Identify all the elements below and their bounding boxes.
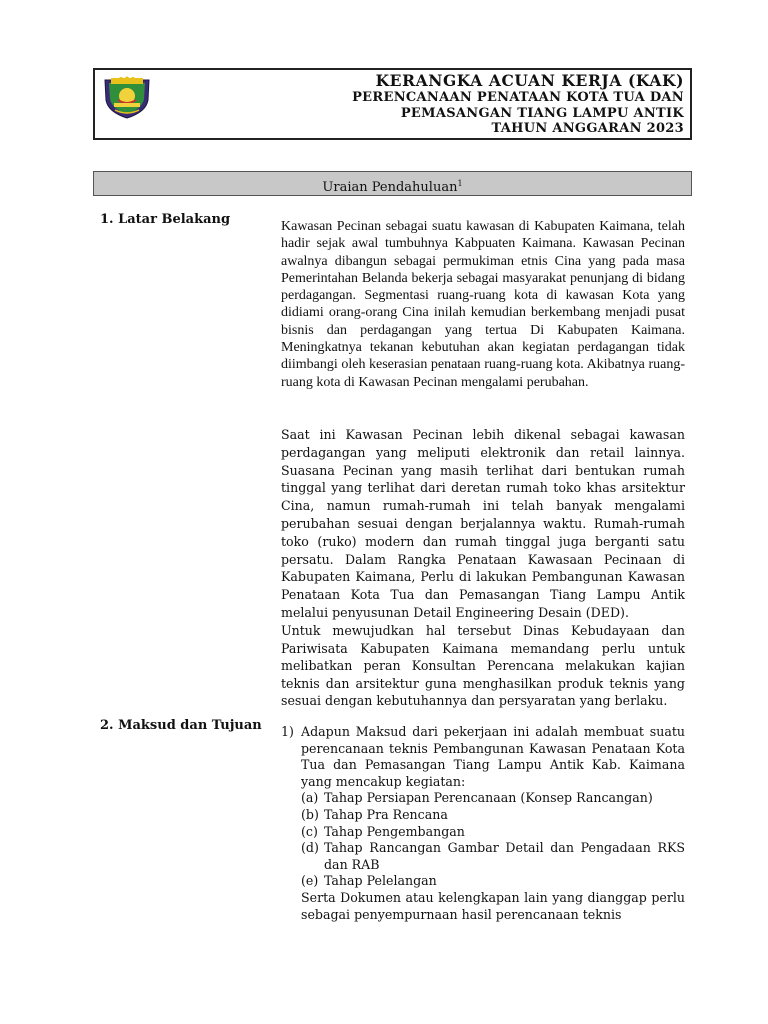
document-title: KERANGKA ACUAN KERJA (KAK) [375, 71, 684, 90]
item-number: 1) [281, 724, 294, 739]
sub-item-label: (b) [301, 806, 319, 822]
sub-item-label: (e) [301, 873, 319, 889]
sub-item [301, 790, 685, 807]
sub-item-label: (c) [301, 823, 318, 839]
footnote-mark: 1 [457, 179, 463, 188]
sub-item [301, 807, 685, 824]
sub-item-text: Tahap Persiapan Perencanaan (Konsep Rancangan) [324, 790, 653, 806]
sub-item-label: (a) [301, 790, 319, 806]
paragraph-latar-2: Saat ini Kawasan Pecinan lebih dikenal sebagai kawasan perdagangan yang meliputi elektronik dan retail lainnya. Suasana Pecinan yang masih terlihat dari bentukan rumah tinggal yang terlihat dari deretan rumah toko khas arsitektur Cina, namun rumah-rumah ini telah banyak mengalami perubahan sesuai dengan berjalannya waktu. Rumah-rumah toko (ruko) modern dan rumah tinggal juga berganti satu persatu. Dalam Rangka Penataan Kawasaan Pecinaan di Kabupaten Kaimana, Perlu di lakukan Pembangunan Kawasan Penataan Kota Tua dan Pemasangan Tiang Lampu Antik melalui penyusunan Detail Engineering Desain (DED). [281, 427, 685, 620]
section-title-bar [93, 171, 692, 196]
section-title: Uraian Pendahuluan [322, 180, 458, 195]
sub-item-label: (d) [301, 840, 319, 856]
heading-maksud-tujuan: 2. Maksud dan Tujuan [100, 718, 262, 733]
maksud-list [281, 724, 685, 923]
sub-item [301, 840, 685, 873]
sub-item-text: Tahap Pra Rencana [324, 806, 448, 822]
sub-item-text: Tahap Rancangan Gambar Detail dan Pengadaan RKS dan RAB [324, 840, 685, 872]
continuation-text: Serta Dokumen atau kelengkapan lain yang dianggap perlu sebagai penyempurnaan hasil perencanaan teknis [301, 889, 685, 922]
header-title-block [352, 72, 684, 137]
list-item [281, 724, 685, 790]
document-subtitle-line3: TAHUN ANGGARAN 2023 [491, 121, 684, 136]
document-subtitle-line2: PEMASANGAN TIANG LAMPU ANTIK [400, 105, 684, 121]
sub-item-text: Tahap Pengembangan [324, 823, 465, 839]
sub-item [301, 873, 685, 890]
document-header [93, 68, 692, 140]
sub-item-text: Tahap Pelelangan [324, 873, 437, 889]
sub-item [301, 824, 685, 841]
item-text: Adapun Maksud dari pekerjaan ini adalah membuat suatu perencanaan teknis Pembangunan Kawasan Penataan Kota Tua dan Pemasangan Tiang Lampu Antik Kab. Kaimana yang mencakup kegiatan: [301, 724, 685, 789]
heading-latar-belakang: 1. Latar Belakang [100, 212, 231, 227]
paragraph-latar-3: Untuk mewujudkan hal tersebut Dinas Kebudayaan dan Pariwisata Kabupaten Kaimana memandang perlu untuk melibatkan peran Konsultan Perencana melakukan kajian teknis dan arsitektur guna menghasilkan produk teknis yang sesuai dengan kebutuhannya dan persyaratan yang berlaku. [281, 623, 685, 708]
document-subtitle-line1: PERENCANAAN PENATAAN KOTA TUA DAN [352, 90, 684, 105]
paragraph-latar-1: Kawasan Pecinan sebagai suatu kawasan di Kabupaten Kaimana, telah hadir sejak awal tumbuhnya Kabpuaten Kaimana. Kawasan Pecinan awalnya dibangun sebagai permukiman etnis Cina yang pada masa Pemerintahan Belanda bekerja sebagai masyarakat penunjang di bidang perdagangan. Segmentasi ruang-ruang kota di kawasan Kota yang didiami orang-orang Cina inilah kemudian berkembang menjadi pusat bisnis dan perdagangan yang tertua Di Kabupaten Kaimana. Meningkatnya tekanan kebutuhan akan kegiatan perdagangan tidak diimbangi oleh keserasian penataan ruang-ruang kota. Akibatnya ruang-ruang kota di Kawasan Pecinan mengalami perubahan. [281, 219, 685, 390]
kaimana-regency-emblem-icon [101, 74, 153, 120]
